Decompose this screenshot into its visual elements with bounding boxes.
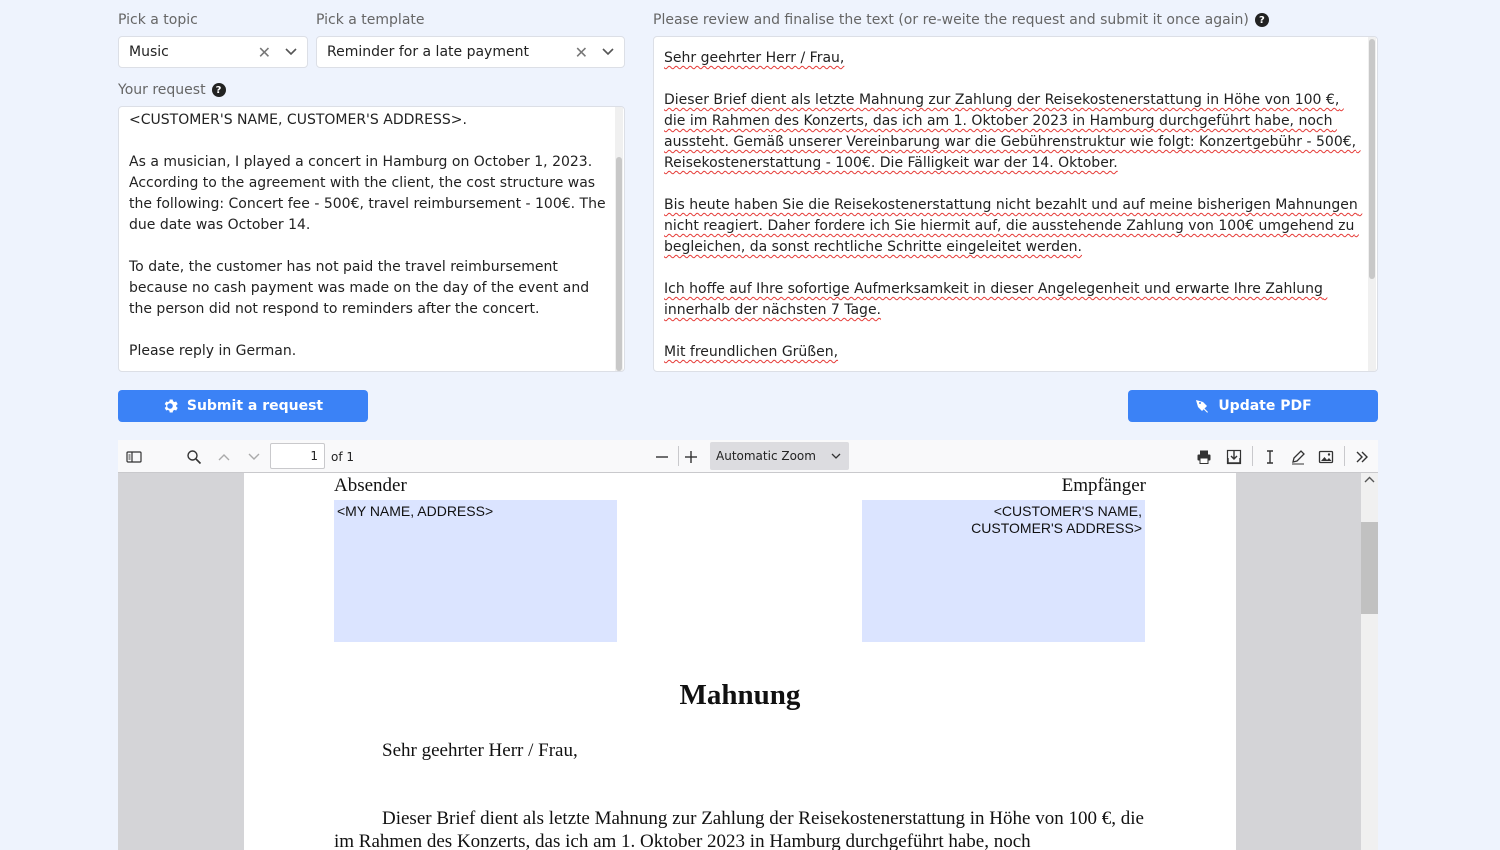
pdf-scrollbar[interactable] xyxy=(1361,473,1378,850)
gear-icon xyxy=(163,398,179,414)
image-icon[interactable] xyxy=(1316,447,1336,467)
text-cursor-icon[interactable] xyxy=(1260,447,1280,467)
topic-select[interactable] xyxy=(118,36,308,68)
zoom-select[interactable] xyxy=(710,442,849,470)
recipient-heading: Empfänger xyxy=(1061,475,1146,496)
zoom-in-icon[interactable] xyxy=(681,447,701,467)
review-label: Please review and finalise the text (or re-weite the request and submit it once again) ? xyxy=(653,12,1269,28)
update-pdf-label: Update PDF xyxy=(1218,398,1312,414)
chevron-down-icon[interactable] xyxy=(602,48,614,56)
zoom-out-icon[interactable] xyxy=(652,447,672,467)
help-icon[interactable]: ? xyxy=(212,83,226,97)
page-count: of 1 xyxy=(331,450,355,464)
request-textarea[interactable] xyxy=(118,106,625,372)
document-title: Mahnung xyxy=(679,679,801,711)
help-icon[interactable]: ? xyxy=(1255,13,1269,27)
submit-label: Submit a request xyxy=(186,398,324,414)
search-icon[interactable] xyxy=(184,447,204,467)
review-scrollbar[interactable] xyxy=(1368,37,1376,371)
more-tools-icon[interactable] xyxy=(1352,447,1372,467)
topic-label: Pick a topic xyxy=(118,12,198,28)
request-label: Your request ? xyxy=(118,82,226,98)
download-icon[interactable] xyxy=(1224,447,1244,467)
chevron-down-icon xyxy=(831,452,841,460)
sender-address-field[interactable]: <MY NAME, ADDRESS> xyxy=(334,500,617,642)
request-scrollbar[interactable] xyxy=(615,107,623,371)
zoom-value: Automatic Zoom xyxy=(716,449,816,463)
previous-page-icon[interactable] xyxy=(214,447,234,467)
update-pdf-button[interactable] xyxy=(1128,390,1378,422)
next-page-icon[interactable] xyxy=(244,447,264,467)
template-value: Reminder for a late payment xyxy=(327,44,529,60)
pen-nib-icon xyxy=(1194,398,1210,414)
request-text: <CUSTOMER'S NAME, CUSTOMER'S ADDRESS>. As a musician, I played a concert in Hamburg on October 1, 2023. According to the agreement with the client, the cost structure was the following: Concert fee - 500€, travel reimbursement - 100€. The due date was October 14. To date, the customer has not paid the travel reimbursement because no cash payment was made on the day of the event and the person did not respond to reminders after the concert. Please reply in German. xyxy=(129,112,606,359)
pdf-paragraph: Dieser Brief dient als letzte Mahnung zur Zahlung der Reisekostenerstattung in Höhe von 100 €, die im Rahmen des Konzerts, das ich am 1. Oktober 2023 in Hamburg durchgeführt habe, noch xyxy=(334,808,1144,850)
chevron-down-icon[interactable] xyxy=(285,48,297,56)
pdf-viewer xyxy=(118,440,1378,850)
topic-value: Music xyxy=(129,44,169,60)
pdf-page xyxy=(244,473,1236,850)
recipient-address-field[interactable]: <CUSTOMER'S NAME, CUSTOMER'S ADDRESS> xyxy=(862,500,1145,642)
review-text: Sehr geehrter Herr / Frau, Dieser Brief dient als letzte Mahnung zur Zahlung der Reisekostenerstattung in Höhe von 100 €, die im Rahmen des Konzerts, das ich am 1. Oktober 2023 in Hamburg durchgeführt habe, noch aussteht. Gemäß unserer Vereinbarung war die Gebührenstruktur wie folgt: Konzertgebühr - 500€, Reisekostenerstattung - 100€. Die Fälligkeit war der 14. Oktober. Bis heute haben Sie die Reisekostenerstattung nicht bezahlt und auf meine bisherigen Mahnungen nicht reagiert. Daher fordere ich Sie hiermit auf, die ausstehende Zahlung von 100€ umgehend zu begleichen, da sonst rechtliche Schritte eingeleitet werden. Ich hoffe auf Ihre sofortige Aufmerksamkeit in dieser Angelegenheit und erwarte Ihre Zahlung innerhalb der nächsten 7 Tage. Mit freundlichen Grüßen, xyxy=(664,50,1358,360)
pdf-greeting: Sehr geehrter Herr / Frau, xyxy=(382,740,578,761)
template-label: Pick a template xyxy=(316,12,425,28)
clear-icon[interactable]: ✕ xyxy=(257,42,271,62)
draw-icon[interactable] xyxy=(1288,447,1308,467)
page-number-input[interactable]: 1 xyxy=(270,443,325,469)
clear-icon[interactable]: ✕ xyxy=(574,42,588,62)
submit-request-button[interactable] xyxy=(118,390,368,422)
scroll-up-icon[interactable] xyxy=(1364,476,1375,484)
sender-heading: Absender xyxy=(334,475,407,496)
sidebar-toggle-icon[interactable] xyxy=(124,447,144,467)
print-icon[interactable] xyxy=(1194,447,1214,467)
template-select[interactable] xyxy=(316,36,625,68)
scroll-thumb[interactable] xyxy=(1361,522,1378,614)
review-textarea[interactable] xyxy=(653,36,1378,372)
pdf-toolbar xyxy=(118,440,1378,473)
